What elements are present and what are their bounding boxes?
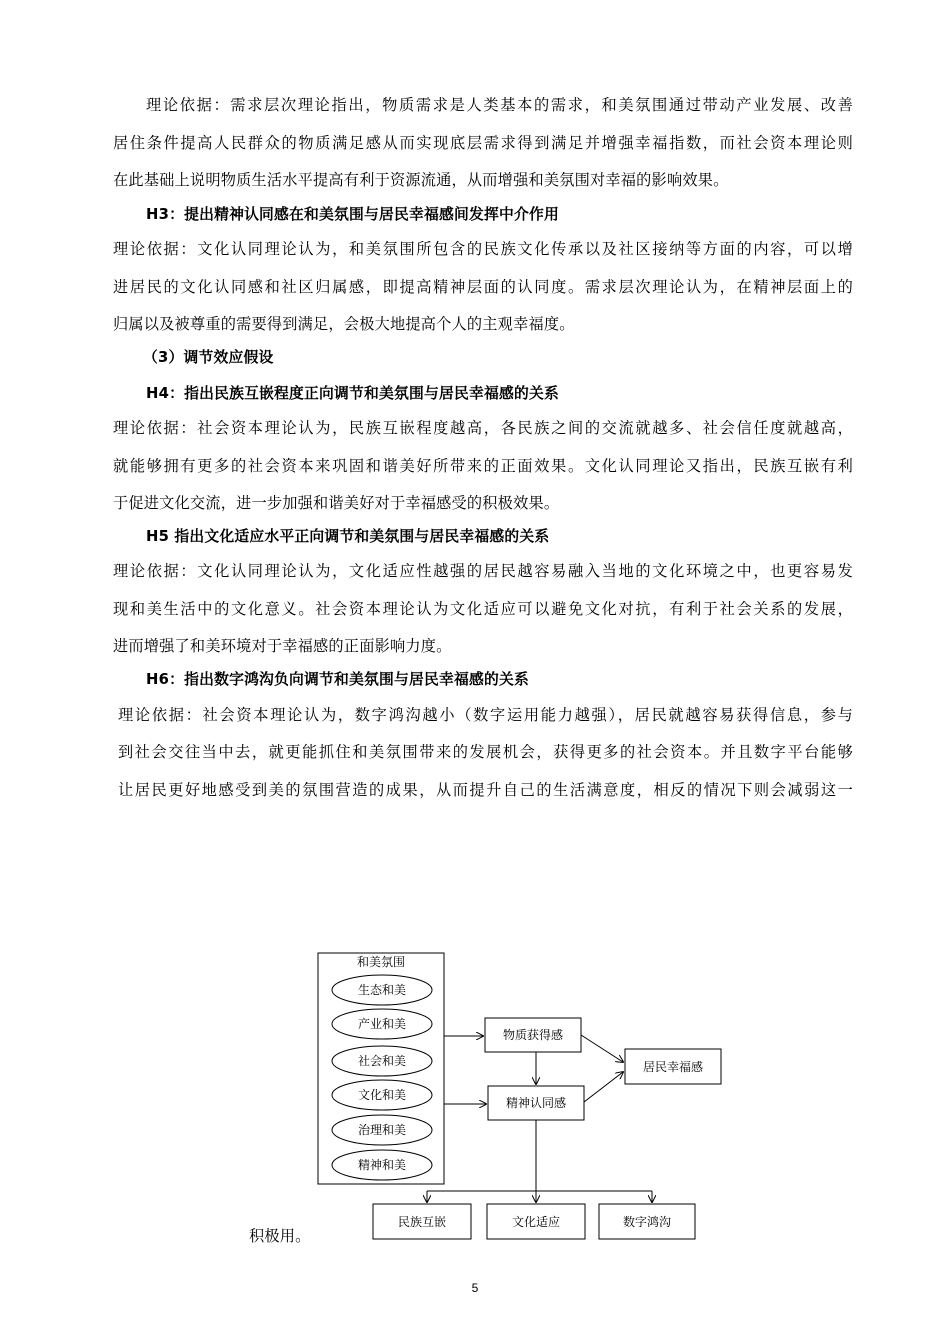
dimension-governance xyxy=(332,1115,432,1145)
page-number: 5 xyxy=(471,1281,479,1295)
svg-text:居民幸福感: 居民幸福感 xyxy=(642,1060,704,1074)
paragraph-line: 归属以及被尊重的需要得到满足，会极大地提高个人的主观幸福度。 xyxy=(113,315,575,333)
paragraph-line: 进而增强了和美环境对于幸福感的正面影响力度。 xyxy=(113,637,452,655)
harmony-group-title: 和美氛围 xyxy=(356,955,406,969)
moderator-digital-divide xyxy=(599,1204,695,1239)
hypothesis-heading-h3: H3：提出精神认同感在和美氛围与居民幸福感间发挥中介作用 xyxy=(146,206,560,223)
paragraph-line: 居住条件提高人民群众的物质满足感从而实现底层需求得到满足并增强幸福指数，而社会资本理论则 xyxy=(113,134,853,152)
svg-text:物质获得感: 物质获得感 xyxy=(502,1028,564,1042)
paragraph-line: 理论依据：文化认同理论认为，和美氛围所包含的民族文化传承以及社区接纳等方面的内容，可以增 xyxy=(113,240,853,258)
svg-text:产业和美: 产业和美 xyxy=(357,1017,407,1031)
moderator-cultural-adaptation xyxy=(487,1204,585,1239)
mediator-material-gain xyxy=(485,1018,581,1052)
svg-text:精神认同感: 精神认同感 xyxy=(505,1096,567,1110)
section-heading: （3）调节效应假设 xyxy=(143,349,274,366)
svg-text:文化适应: 文化适应 xyxy=(511,1215,561,1229)
hypothesis-heading-h4: H4：指出民族互嵌程度正向调节和美氛围与居民幸福感的关系 xyxy=(146,385,560,402)
svg-text:数字鸿沟: 数字鸿沟 xyxy=(622,1215,672,1229)
paragraph-line: 在此基础上说明物质生活水平提高有利于资源流通，从而增强和美氛围对幸福的影响效果。 xyxy=(113,171,729,189)
svg-text:社会和美: 社会和美 xyxy=(357,1054,407,1068)
svg-text:精神和美: 精神和美 xyxy=(357,1158,407,1172)
paragraph-line: 进居民的文化认同感和社区归属感，即提高精神层面的认同度。需求层次理论认为，在精神层面上的 xyxy=(113,278,853,296)
paragraph-line: 理论依据：文化认同理论认为，文化适应性越强的居民越容易融入当地的文化环境之中，也更容易发 xyxy=(113,562,853,580)
dimension-ecology xyxy=(332,975,432,1005)
dimension-industry xyxy=(332,1009,432,1039)
hypothesis-heading-h5: H5 指出文化适应水平正向调节和美氛围与居民幸福感的关系 xyxy=(146,528,550,545)
svg-text:文化和美: 文化和美 xyxy=(357,1088,407,1102)
paragraph-line: 让居民更好地感受到美的氛围营造的成果，从而提升自己的生活满意度，相反的情况下则会减弱这一 xyxy=(118,781,853,799)
paragraph-line: 理论依据：社会资本理论认为，民族互嵌程度越高，各民族之间的交流就越多、社会信任度就越高， xyxy=(113,419,853,437)
dimension-society xyxy=(332,1046,432,1076)
dimension-spirit xyxy=(332,1150,432,1180)
arrow-spiritual-to-happiness xyxy=(584,1072,623,1102)
svg-text:生态和美: 生态和美 xyxy=(357,983,407,997)
mediator-spiritual-identity xyxy=(488,1086,584,1120)
paragraph-line: 到社会交往当中去，就更能抓住和美氛围带来的发展机会，获得更多的社会资本。并且数字平台能够 xyxy=(118,743,853,761)
paragraph-line: 于促进文化交流，进一步加强和谐美好对于幸福感受的积极效果。 xyxy=(113,494,560,512)
paragraph-line: 现和美生活中的文化意义。社会资本理论认为文化适应可以避免文化对抗，有利于社会关系的发展， xyxy=(113,600,853,618)
svg-text:治理和美: 治理和美 xyxy=(357,1123,407,1137)
dimension-culture xyxy=(332,1080,432,1110)
paragraph-line: 理论依据：社会资本理论认为，数字鸿沟越小（数字运用能力越强），居民就越容易获得信息，参与 xyxy=(118,706,853,724)
hypothesis-heading-h6: H6：指出数字鸿沟负向调节和美氛围与居民幸福感的关系 xyxy=(146,671,530,688)
moderator-ethnic-embedding xyxy=(373,1204,471,1239)
outcome-happiness xyxy=(625,1049,721,1084)
svg-text:民族互嵌: 民族互嵌 xyxy=(397,1215,447,1229)
paragraph-line: 积极用。 xyxy=(249,1227,311,1245)
paragraph-line: 就能够拥有更多的社会资本来巩固和谐美好所带来的正面效果。文化认同理论又指出，民族互嵌有利 xyxy=(113,457,853,475)
arrow-material-to-happiness xyxy=(581,1035,623,1062)
paragraph-line: 理论依据：需求层次理论指出，物质需求是人类基本的需求，和美氛围通过带动产业发展、改善 xyxy=(146,96,853,114)
